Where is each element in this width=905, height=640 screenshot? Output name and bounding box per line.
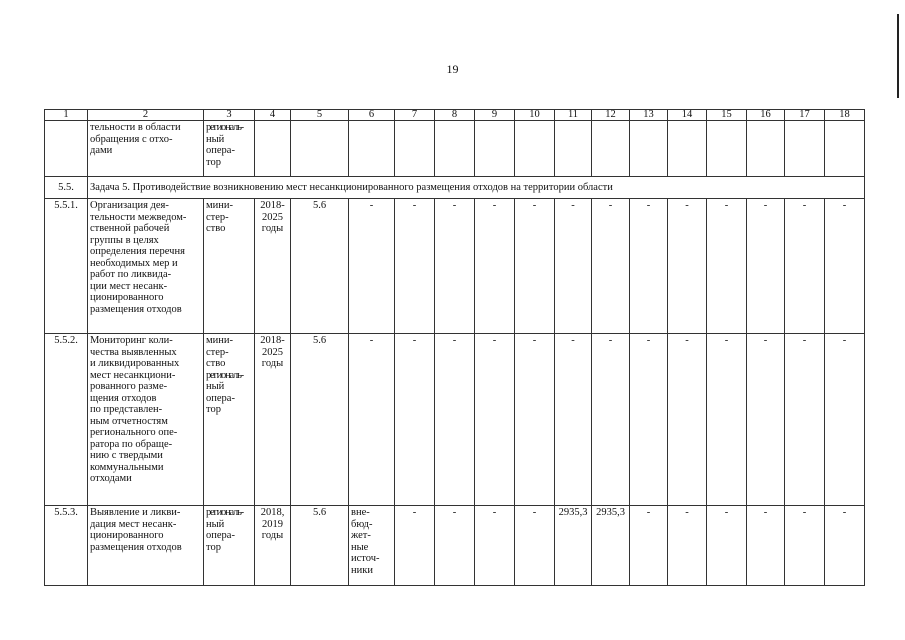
table-row <box>45 506 865 586</box>
row-source: - <box>349 199 395 334</box>
row-number: 5.5.1. <box>45 199 88 334</box>
header-cell: 10 <box>515 110 555 121</box>
row-value: - <box>707 506 747 586</box>
row-value: - <box>747 334 785 506</box>
row-value: - <box>475 506 515 586</box>
header-cell: 13 <box>630 110 668 121</box>
row-value: - <box>630 506 668 586</box>
row-target: 5.6 <box>291 506 349 586</box>
header-cell: 18 <box>825 110 865 121</box>
row-period: 2018- 2025 годы <box>255 334 291 506</box>
row-target: 5.6 <box>291 334 349 506</box>
row-value: - <box>785 334 825 506</box>
header-cell: 1 <box>45 110 88 121</box>
row-executor: мини- стер- ство <box>204 199 255 334</box>
header-cell: 17 <box>785 110 825 121</box>
header-cell: 8 <box>435 110 475 121</box>
page-number: 19 <box>446 62 459 76</box>
row-value: 2935,3 <box>555 506 592 586</box>
margin-line <box>897 14 899 98</box>
row-value: - <box>475 199 515 334</box>
row-number: 5.5.2. <box>45 334 88 506</box>
row-value: - <box>785 506 825 586</box>
header-cell: 15 <box>707 110 747 121</box>
row-period: 2018, 2019 годы <box>255 506 291 586</box>
header-cell: 4 <box>255 110 291 121</box>
row-value: - <box>707 334 747 506</box>
row-value: - <box>435 506 475 586</box>
row-value: - <box>515 199 555 334</box>
task-title: Задача 5. Противодействие возникновению мест несанкционированного размещения отходов на территории области <box>88 177 865 199</box>
row-value: - <box>395 199 435 334</box>
row-executor: региональ- ный опера- тор <box>204 506 255 586</box>
header-cell: 9 <box>475 110 515 121</box>
row-value: - <box>555 334 592 506</box>
row-value: - <box>592 334 630 506</box>
header-cell: 16 <box>747 110 785 121</box>
header-cell: 3 <box>204 110 255 121</box>
table-row <box>45 334 865 506</box>
header-row <box>45 110 865 121</box>
header-cell: 14 <box>668 110 707 121</box>
row-value: - <box>555 199 592 334</box>
row-value: - <box>747 199 785 334</box>
row-number: 5.5.3. <box>45 506 88 586</box>
row-value: 2935,3 <box>592 506 630 586</box>
row-value: - <box>785 199 825 334</box>
row-value: - <box>747 506 785 586</box>
row-value: - <box>825 506 865 586</box>
row-value: - <box>395 334 435 506</box>
row-description: Организация дея- тельности межведом- ственной рабочей группы в целях определения перечня необходимых мер и работ по ликвида- ции мест несанк- ционированного размещения отходов <box>88 199 204 334</box>
header-cell: 5 <box>291 110 349 121</box>
row-description: Мониторинг коли- чества выявленных и ликвидированных мест несанкциони- рованного разме- щения отходов по представлен- ным отчетностям регионального опе- ратора по обраще- нию с твердыми коммунальными отходами <box>88 334 204 506</box>
row-target: 5.6 <box>291 199 349 334</box>
header-cell: 6 <box>349 110 395 121</box>
row-source: - <box>349 334 395 506</box>
row-value: - <box>668 506 707 586</box>
header-cell: 11 <box>555 110 592 121</box>
row-period: 2018- 2025 годы <box>255 199 291 334</box>
row-value: - <box>825 334 865 506</box>
row-description: Выявление и ликви- дация мест несанк- ционированного размещения отходов <box>88 506 204 586</box>
task-number: 5.5. <box>45 177 88 199</box>
task-row <box>45 177 865 199</box>
row-value: - <box>825 199 865 334</box>
row-value: - <box>395 506 435 586</box>
row-value: - <box>668 199 707 334</box>
row-executor: региональ- ный опера- тор <box>204 121 255 177</box>
row-value: - <box>515 506 555 586</box>
row-value: - <box>435 334 475 506</box>
row-executor: мини- стер- ство региональ- ный опера- тор <box>204 334 255 506</box>
program-table <box>44 109 865 586</box>
row-source: вне- бюд- жет- ные источ- ники <box>349 506 395 586</box>
header-cell: 7 <box>395 110 435 121</box>
table-row <box>45 199 865 334</box>
row-value: - <box>515 334 555 506</box>
row-value: - <box>630 334 668 506</box>
header-cell: 12 <box>592 110 630 121</box>
row-value: - <box>592 199 630 334</box>
continuation-row <box>45 121 865 177</box>
row-value: - <box>630 199 668 334</box>
row-value: - <box>475 334 515 506</box>
row-description: тельности в области обращения с отхо- дами <box>88 121 204 177</box>
header-cell: 2 <box>88 110 204 121</box>
row-value: - <box>707 199 747 334</box>
row-value: - <box>668 334 707 506</box>
row-value: - <box>435 199 475 334</box>
